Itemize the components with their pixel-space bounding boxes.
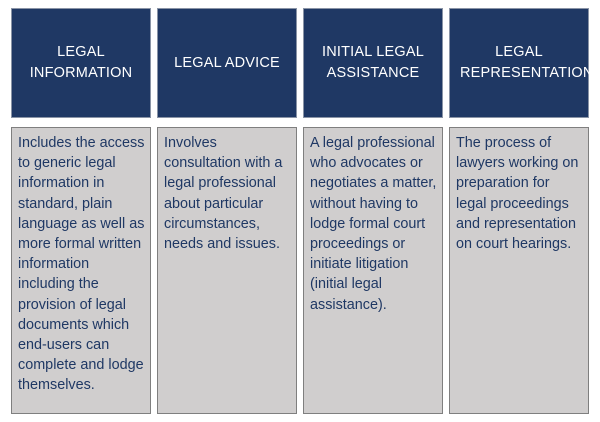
description-legal-advice: Involves consultation with a legal professional about particular circumstances, needs and issues. — [157, 127, 297, 414]
description-initial-legal-assistance: A legal professional who advocates or negotiates a matter, without having to lodge formal court proceedings or initiate litigation (initial legal assistance). — [303, 127, 443, 414]
description-legal-information: Includes the access to generic legal information in standard, plain language as well as more formal written information including the provision of legal documents which end-users can complete and lodge themselves. — [11, 127, 151, 414]
header-initial-legal-assistance — [303, 8, 443, 118]
header-legal-representation-title: LEGAL REPRESENTATION — [460, 44, 594, 81]
header-legal-advice — [157, 8, 297, 118]
header-legal-advice-title: LEGAL ADVICE — [174, 54, 280, 71]
description-legal-representation: The process of lawyers working on preparation for legal proceedings and representation on court hearings. — [449, 127, 589, 414]
header-legal-information-title: LEGAL INFORMATION — [29, 44, 133, 81]
header-legal-information — [11, 8, 151, 118]
header-legal-representation — [449, 8, 594, 118]
header-initial-legal-assistance-title: INITIAL LEGAL ASSISTANCE — [322, 44, 424, 81]
